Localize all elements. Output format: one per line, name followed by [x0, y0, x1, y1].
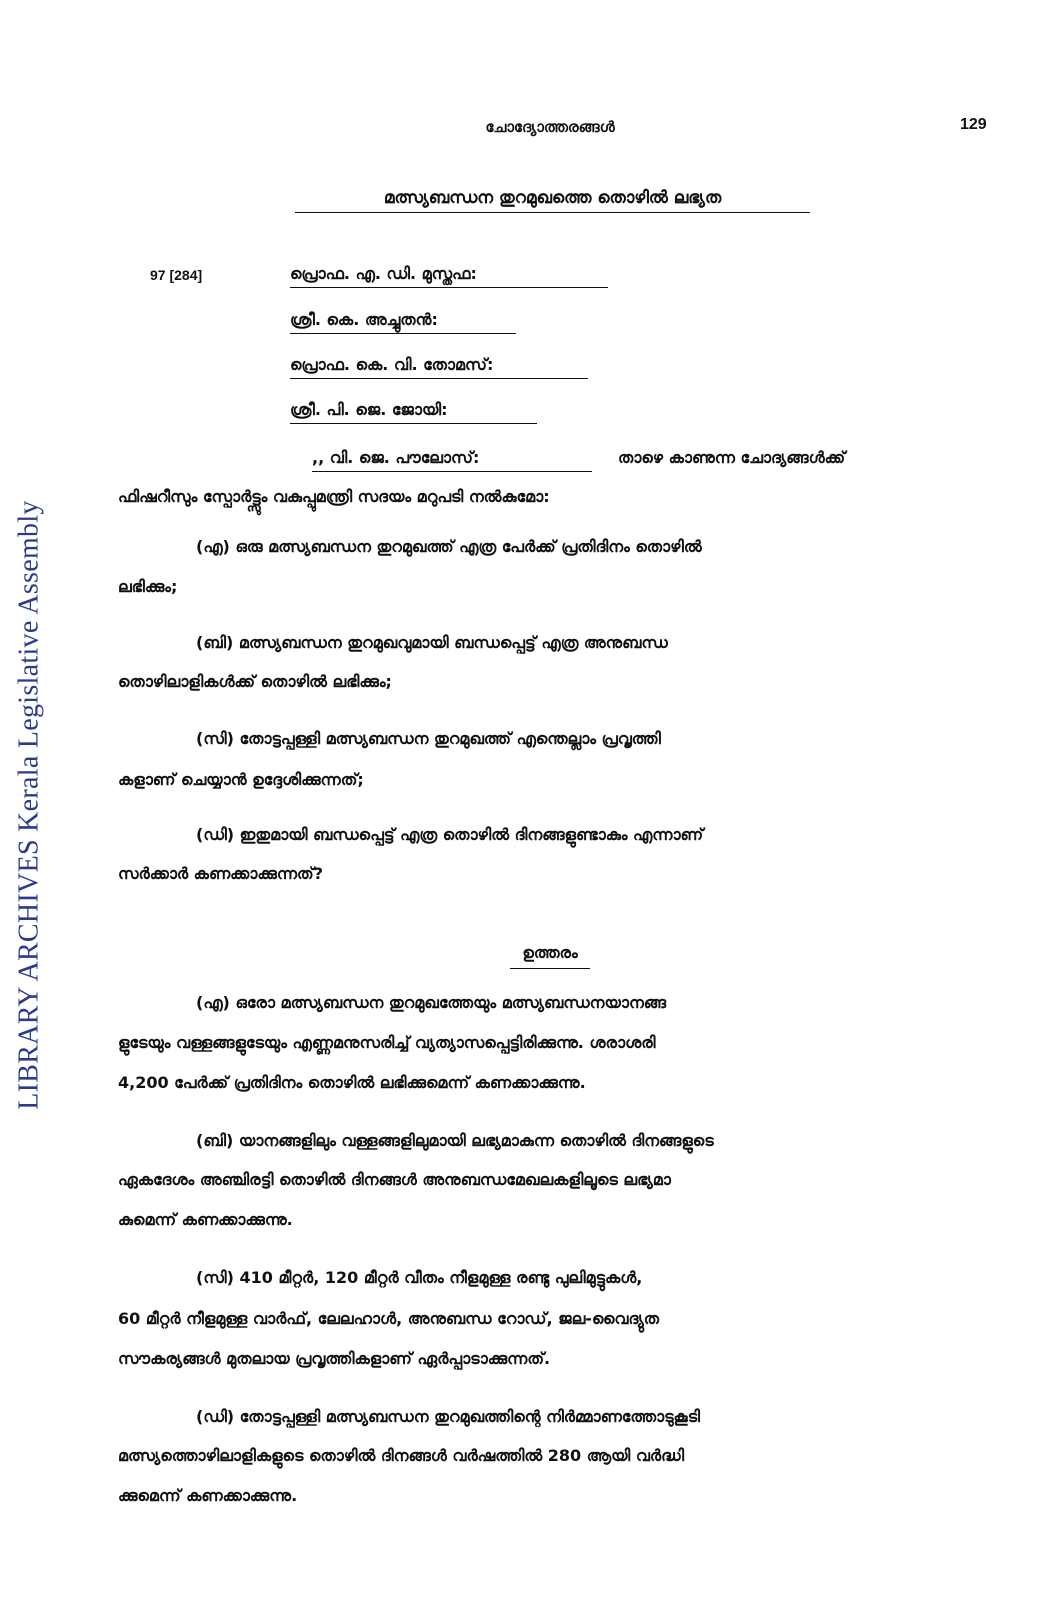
question-intro-line1: താഴെ കാണുന്ന ചോദ്യങ്ങൾക്ക്	[618, 448, 846, 467]
answer-b-line3: കുമെന്ന് കണക്കാക്കുന്നു.	[118, 1210, 293, 1229]
member-name: പ്രൊഫ. കെ. വി. തോമസ്:	[290, 355, 588, 379]
question-a-line1: (എ) ഒരു മത്സ്യബന്ധന തുറമുഖത്ത് എത്ര പേർക്ക് പ്രതിദിനം തൊഴിൽ	[196, 537, 702, 556]
answer-d-line3: ക്കുമെന്ന് കണക്കാക്കുന്നു.	[118, 1486, 298, 1505]
question-b-line1: (ബി) മത്സ്യബന്ധന തുറമുഖവുമായി ബന്ധപ്പെട്ട് എത്ര അനുബന്ധ	[196, 633, 668, 652]
answer-c-line2: 60 മീറ്റർ നീളമുള്ള വാർഫ്, ലേലഹാൾ, അനുബന്ധ റോഡ്, ജല-വൈദ്യുത	[118, 1309, 659, 1328]
answer-heading: ഉത്തരം	[510, 943, 590, 969]
answer-a-line2: ളുടേയും വള്ളങ്ങളുടേയും എണ്ണമനുസരിച്ച് വ്യത്യാസപ്പെട്ടിരിക്കുന്നു. ശരാശരി	[118, 1033, 656, 1052]
question-d-line1: (ഡി) ഇതുമായി ബന്ധപ്പെട്ട് എത്ര തൊഴിൽ ദിനങ്ങളുണ്ടാകും എന്നാണ്	[196, 825, 704, 844]
member-name: ,, വി. ജെ. പൗലോസ്:	[312, 448, 592, 472]
watermark-text: LIBRARY ARCHIVES Kerala Legislative Assembly	[14, 500, 46, 1110]
question-c-line2: കളാണ് ചെയ്യാൻ ഉദ്ദേശിക്കുന്നത്;	[118, 770, 364, 789]
answer-b-line1: (ബി) യാനങ്ങളിലും വള്ളങ്ങളിലുമായി ലഭ്യമാകുന്ന തൊഴിൽ ദിനങ്ങളുടെ	[196, 1131, 714, 1150]
answer-b-line2: ഏകദേശം അഞ്ചിരട്ടി തൊഴിൽ ദിനങ്ങൾ അനുബന്ധമേഖലകളിലൂടെ ലഭ്യമാ	[118, 1170, 671, 1189]
question-intro-line2: ഫിഷറീസും സ്പോർട്ട്സും വകുപ്പുമന്ത്രി സദയം മറുപടി നൽകുമോ:	[118, 487, 550, 506]
page-number: 129	[960, 116, 987, 133]
answer-d-line1: (ഡി) തോട്ടപ്പള്ളി മത്സ്യബന്ധന തുറമുഖത്തിന്റെ നിർമ്മാണത്തോടുകൂടി	[196, 1407, 700, 1426]
question-a-line2: ലഭിക്കും;	[118, 577, 178, 596]
member-name: ശ്രീ. പി. ജെ. ജോയി:	[290, 400, 537, 424]
section-title: മത്സ്യബന്ധന തുറമുഖത്തെ തൊഴിൽ ലഭ്യത	[295, 188, 810, 213]
question-d-line2: സർക്കാർ കണക്കാക്കുന്നത്?	[118, 864, 323, 883]
question-c-line1: (സി) തോട്ടപ്പള്ളി മത്സ്യബന്ധന തുറമുഖത്ത് എന്തെല്ലാം പ്രവൃത്തി	[196, 729, 661, 748]
question-b-line2: തൊഴിലാളികൾക്ക് തൊഴിൽ ലഭിക്കും;	[118, 672, 392, 691]
member-name: പ്രൊഫ. എ. ഡി. മുസ്തഫ:	[290, 264, 608, 288]
member-name: ശ്രീ. കെ. അച്ചുതൻ:	[290, 310, 516, 334]
answer-c-line3: സൗകര്യങ്ങൾ മുതലായ പ്രവൃത്തികളാണ് ഏർപ്പാടാക്കുന്നത്.	[118, 1349, 551, 1368]
answer-d-line2: മത്സ്യത്തൊഴിലാളികളുടെ തൊഴിൽ ദിനങ്ങൾ വർഷത്തിൽ 280 ആയി വർദ്ധി	[118, 1446, 685, 1465]
answer-c-line1: (സി) 410 മീറ്റർ, 120 മീറ്റർ വീതം നീളമുള്ള രണ്ടു പുലിമുട്ടുകൾ,	[196, 1268, 643, 1287]
running-head: ചോദ്യോത്തരങ്ങൾ	[485, 118, 615, 136]
archive-watermark	[8, 455, 52, 1155]
answer-a-line1: (എ) ഒരോ മത്സ്യബന്ധന തുറമുഖത്തേയും മത്സ്യബന്ധനയാനങ്ങ	[196, 993, 667, 1012]
question-number: 97 [284]	[150, 267, 203, 283]
answer-a-line3: 4,200 പേർക്ക് പ്രതിദിനം തൊഴിൽ ലഭിക്കുമെന്ന് കണക്കാക്കുന്നു.	[118, 1073, 586, 1092]
